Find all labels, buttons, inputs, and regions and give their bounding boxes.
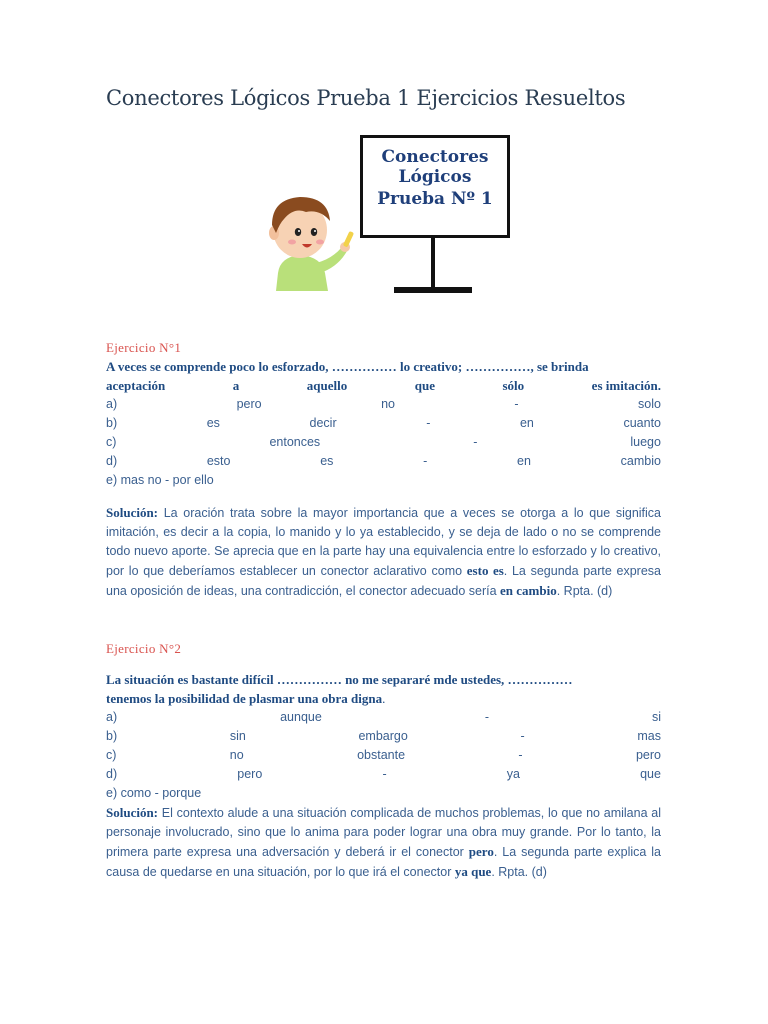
option-d	[106, 452, 661, 471]
board-line-1: Conectores	[381, 147, 489, 167]
option-text: es	[320, 454, 334, 468]
solution-keyword: en cambio	[500, 583, 557, 598]
question-text: tenemos la posibilidad de plasmar una obra digna	[106, 691, 383, 706]
option-text: aunque	[280, 710, 322, 724]
option-e	[106, 471, 661, 490]
document-body	[106, 338, 661, 882]
option-text: luego	[630, 435, 661, 449]
solution-keyword: ya que	[454, 864, 492, 879]
option-text: pero	[635, 748, 661, 762]
option-a	[106, 395, 661, 414]
option-text: cambio	[620, 454, 661, 468]
exercise-1-question	[106, 357, 661, 395]
option-text: b)	[106, 416, 118, 430]
illustration	[250, 130, 530, 300]
option-text: -	[520, 729, 525, 743]
option-text: -	[423, 454, 428, 468]
option-text: e) mas no - por ello	[106, 473, 214, 487]
question-line-justified	[106, 376, 661, 395]
solution-text: La oración trata sobre la mayor importancia que a veces se otorga a lo que significa imitación, es decir a la copia, lo manido y lo ya establecido, y se deja de lado o no se comprende todo nuevo aporte. Se aprecia que en la parte hay una equivalencia entre lo esforzado y lo creativo, por lo que deberíamos establecer un conector aclarativo como	[106, 506, 661, 578]
option-text: -	[473, 435, 478, 449]
solution-keyword: pero	[468, 844, 494, 859]
exercise-2-title: Ejercicio N°2	[106, 641, 182, 656]
child-illustration	[250, 185, 360, 295]
option-text: no	[229, 748, 244, 762]
word: aceptación	[106, 378, 166, 393]
solution-text: . La segunda parte explica la causa de quedarse en una situación, por lo que irá el conector	[106, 845, 661, 879]
option-text: no	[381, 397, 395, 411]
option-text: es	[206, 416, 220, 430]
option-a	[106, 708, 661, 727]
option-text: solo	[638, 397, 661, 411]
option-text: d)	[106, 454, 118, 468]
option-text: sin	[229, 729, 246, 743]
exercise-2-question	[106, 670, 661, 708]
option-text: e) como - porque	[106, 786, 202, 800]
option-c	[106, 746, 661, 765]
exercise-1-solution	[106, 503, 661, 601]
option-b	[106, 727, 661, 746]
option-text: d)	[106, 767, 118, 781]
word: aquello	[306, 378, 348, 393]
option-text: mas	[637, 729, 661, 743]
question-line	[106, 689, 661, 708]
exercise-2-solution	[106, 803, 661, 882]
solution-text: El contexto alude a una situación complicada de muchos problemas, lo que no amilana al personaje involucrado, sino que lo anima para poder lograr una obra muy grande. Por lo tanto, la primera parte expresa una adversación y deberá ir el conector	[106, 806, 661, 859]
option-text: b)	[106, 729, 118, 743]
option-text: -	[426, 416, 431, 430]
word: a	[232, 378, 240, 393]
option-text: en	[517, 454, 531, 468]
solution-label: Solución:	[106, 805, 159, 820]
option-d	[106, 765, 661, 784]
option-text: -	[382, 767, 387, 781]
option-text: pero	[236, 397, 262, 411]
option-text: esto	[206, 454, 231, 468]
option-e	[106, 784, 661, 803]
word: es imitación.	[591, 378, 661, 393]
option-text: pero	[237, 767, 263, 781]
option-c	[106, 433, 661, 452]
option-text: ya	[506, 767, 520, 781]
exercise-1-title: Ejercicio N°1	[106, 340, 182, 355]
option-text: a)	[106, 710, 118, 724]
option-text: que	[640, 767, 661, 781]
option-text: decir	[309, 416, 337, 430]
board-line-2: Lógicos	[398, 166, 472, 187]
option-b	[106, 414, 661, 433]
question-line: La situación es bastante difícil …………… no me separaré mde ustedes, ……………	[106, 672, 573, 687]
solution-text: . La segunda parte expresa una oposición de ideas, una contradicción, el conector adecuado sería	[106, 564, 661, 598]
option-text: c)	[106, 748, 117, 762]
solution-label: Solución:	[106, 505, 159, 520]
option-text: si	[651, 710, 661, 724]
question-line: A veces se comprende poco lo esforzado, …………… lo creativo; ……………, se brinda	[106, 359, 589, 374]
option-text: en	[519, 416, 534, 430]
option-text: cuanto	[623, 416, 661, 430]
option-text: entonces	[269, 435, 321, 449]
option-text: obstante	[357, 748, 406, 762]
option-text: a)	[106, 397, 118, 411]
option-text: -	[518, 748, 523, 762]
option-text: -	[484, 710, 489, 724]
option-text: embargo	[358, 729, 408, 743]
whiteboard	[360, 135, 510, 238]
board-stand-base	[394, 287, 472, 293]
question-period: .	[382, 691, 386, 706]
solution-keyword: esto es	[466, 563, 504, 578]
page-title: Conectores Lógicos Prueba 1 Ejercicios Resueltos	[106, 86, 626, 110]
option-text: c)	[106, 435, 117, 449]
board-line-3: Prueba Nº 1	[377, 189, 493, 210]
solution-text: . Rpta. (d)	[491, 865, 547, 879]
word: que	[414, 378, 435, 393]
option-text: -	[514, 397, 519, 411]
solution-text: . Rpta. (d)	[556, 584, 613, 598]
board-stand-pole	[431, 238, 435, 290]
word: sólo	[502, 378, 525, 393]
